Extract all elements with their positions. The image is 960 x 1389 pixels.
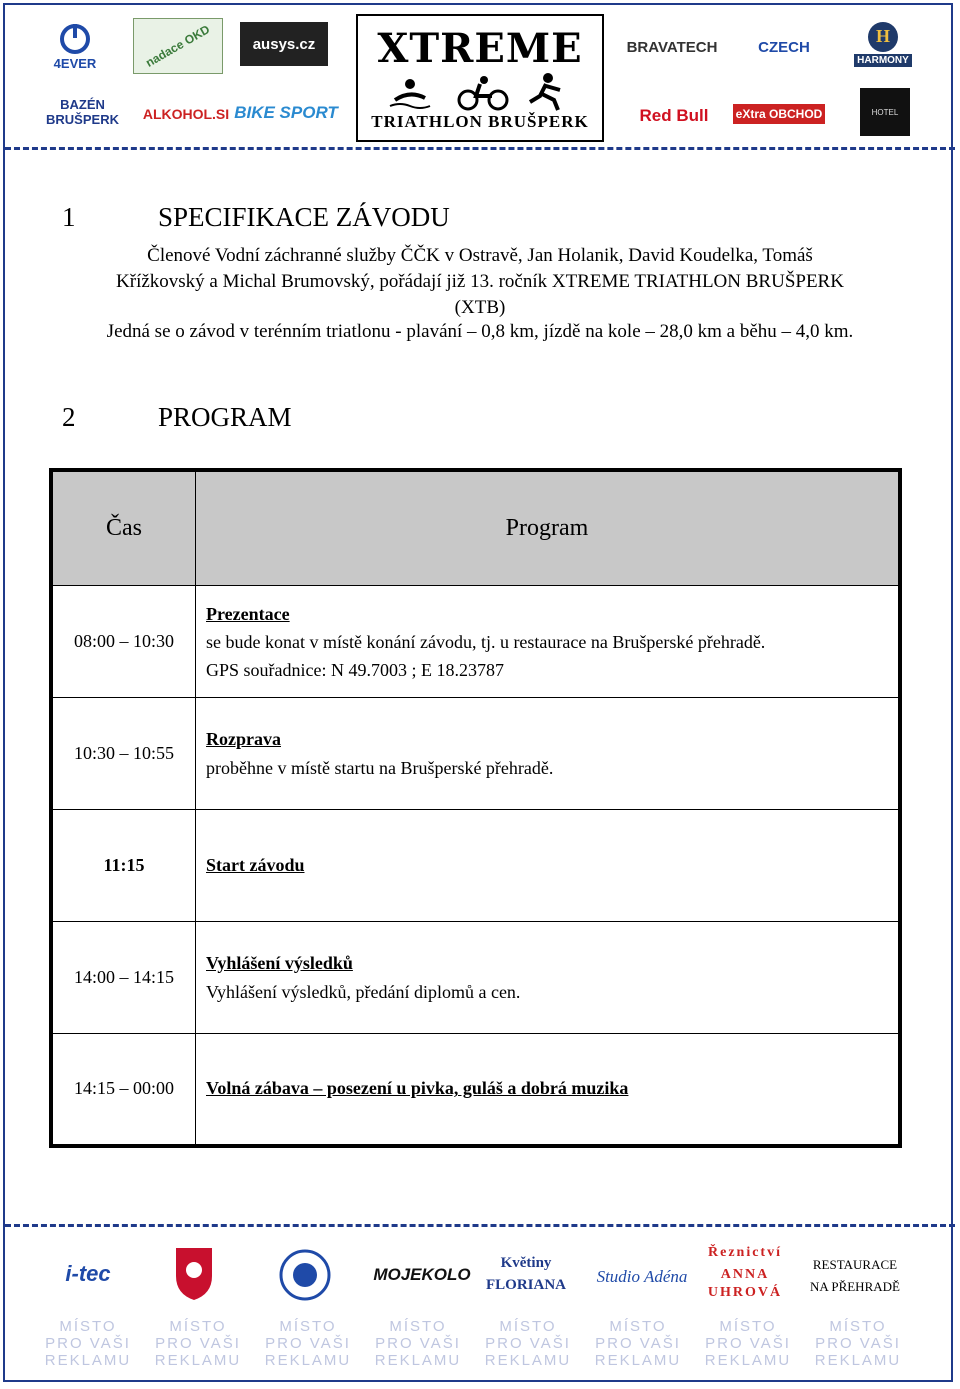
xtreme-main-logo: XTREME TRIATHLON BRUŠPERK	[356, 14, 604, 142]
ad-placeholder: MÍSTO PRO VAŠI REKLAMU	[44, 1318, 132, 1369]
program-title: Rozprava	[206, 728, 281, 749]
coat-of-arms-icon	[174, 1246, 214, 1302]
kvetiny-floriana-logo: Květiny FLORIANA	[485, 1255, 566, 1293]
program-cell	[196, 698, 901, 810]
column-header-time: Čas	[51, 470, 196, 586]
ad-placeholder: MÍSTO PRO VAŠI REKLAMU	[264, 1318, 352, 1369]
section1-heading: 1 SPECIFIKACE ZÁVODU	[62, 202, 450, 232]
red-bull-logo: Red Bull	[639, 106, 709, 125]
mojekolo-logo: MOJEKOLO	[373, 1265, 471, 1284]
ad-placeholder: MÍSTO PRO VAŠI REKLAMU	[594, 1318, 682, 1369]
program-table	[49, 468, 902, 1148]
ad-placeholder: MÍSTO PRO VAŠI REKLAMU	[154, 1318, 242, 1369]
table-row	[51, 922, 900, 1034]
bike-sport-logo: BIKE SPORT	[234, 103, 338, 122]
reznictvi-logo: Řeznictví ANNA UHROVÁ	[707, 1245, 783, 1300]
ad-placeholder: MÍSTO PRO VAŠI REKLAMU	[704, 1318, 792, 1369]
gps-coordinates: GPS souřadnice: N 49.7003 ; E 18.23787	[206, 659, 504, 680]
bravatech-logo: BRAVATECH	[626, 38, 718, 56]
program-title: Prezentace	[206, 603, 290, 624]
i-tec-logo: i-tec	[65, 1261, 111, 1286]
czech-logo: CZECH	[758, 38, 810, 56]
triathlon-figures-icon	[380, 72, 580, 112]
program-title: Volná zábava – posezení u pivka, guláš a dobrá muzika	[206, 1078, 629, 1099]
program-title: Vyhlášení výsledků	[206, 952, 353, 973]
4ever-logo: 4EVER	[35, 18, 115, 74]
program-cell	[196, 1034, 901, 1146]
race-description: Jedná se o závod v terénním triatlonu - plavání – 0,8 km, jízdě na kole – 28,0 km a běhu – 4,0 km.	[106, 321, 854, 342]
ad-placeholder: MÍSTO PRO VAŠI REKLAMU	[374, 1318, 462, 1369]
restaurace-logo: RESTAURACE NA PŘEHRADĚ	[810, 1257, 900, 1294]
table-row	[51, 1034, 900, 1146]
header-divider	[5, 147, 955, 150]
power-icon	[58, 22, 92, 56]
water-rescue-logo	[276, 1248, 334, 1302]
time-cell: 14:15 – 00:00	[51, 1034, 196, 1146]
table-row	[51, 698, 900, 810]
footer-divider	[5, 1224, 955, 1227]
ausys-logo: ausys.cz	[240, 22, 328, 66]
program-cell	[196, 922, 901, 1034]
extra-obchod-logo: eXtra OBCHOD	[737, 94, 821, 134]
program-cell	[196, 810, 901, 922]
program-desc: proběhne v místě startu na Brušperské přehradě.	[206, 757, 554, 778]
harmony-emblem-icon: H	[868, 22, 898, 52]
time-cell: 10:30 – 10:55	[51, 698, 196, 810]
time-cell: 14:00 – 14:15	[51, 922, 196, 1034]
time-cell: 11:15	[51, 810, 196, 922]
bazen-brusperk-logo: BAZÉN BRUŠPERK	[46, 97, 119, 127]
column-header-program: Program	[196, 470, 901, 586]
section2-heading: 2 PROGRAM	[62, 402, 292, 432]
rescue-emblem-icon	[279, 1249, 331, 1301]
table-row	[51, 810, 900, 922]
harmony-logo: H HARMONY	[846, 12, 920, 76]
ad-placeholder: MÍSTO PRO VAŠI REKLAMU	[484, 1318, 572, 1369]
nadace-okd-logo: nadace OKD	[133, 18, 223, 74]
studio-adena-logo: Studio Adéna	[596, 1267, 688, 1286]
table-row	[51, 586, 900, 698]
organizers-text: Členové Vodní záchranné služby ČČK v Ostravě, Jan Holanik, David Koudelka, Tomáš Křížkovský a Michal Brumovský, pořádají již 13. ročník XTREME TRIATHLON BRUŠPERK (XTB)	[116, 245, 844, 318]
table-header-row	[51, 470, 900, 586]
alkohol-logo: ALKOHOL.SI	[142, 106, 230, 122]
ad-placeholder: MÍSTO PRO VAŠI REKLAMU	[814, 1318, 902, 1369]
program-desc: Vyhlášení výsledků, předání diplomů a cen.	[206, 981, 521, 1002]
time-cell: 08:00 – 10:30	[51, 586, 196, 698]
brusperk-coat-of-arms	[172, 1243, 216, 1305]
hotel-logo: HOTEL	[860, 88, 910, 136]
program-title: Start závodu	[206, 855, 305, 875]
program-cell	[196, 586, 901, 698]
program-desc: se bude konat v místě konání závodu, tj. u restaurace na Brušperské přehradě.	[206, 631, 766, 652]
